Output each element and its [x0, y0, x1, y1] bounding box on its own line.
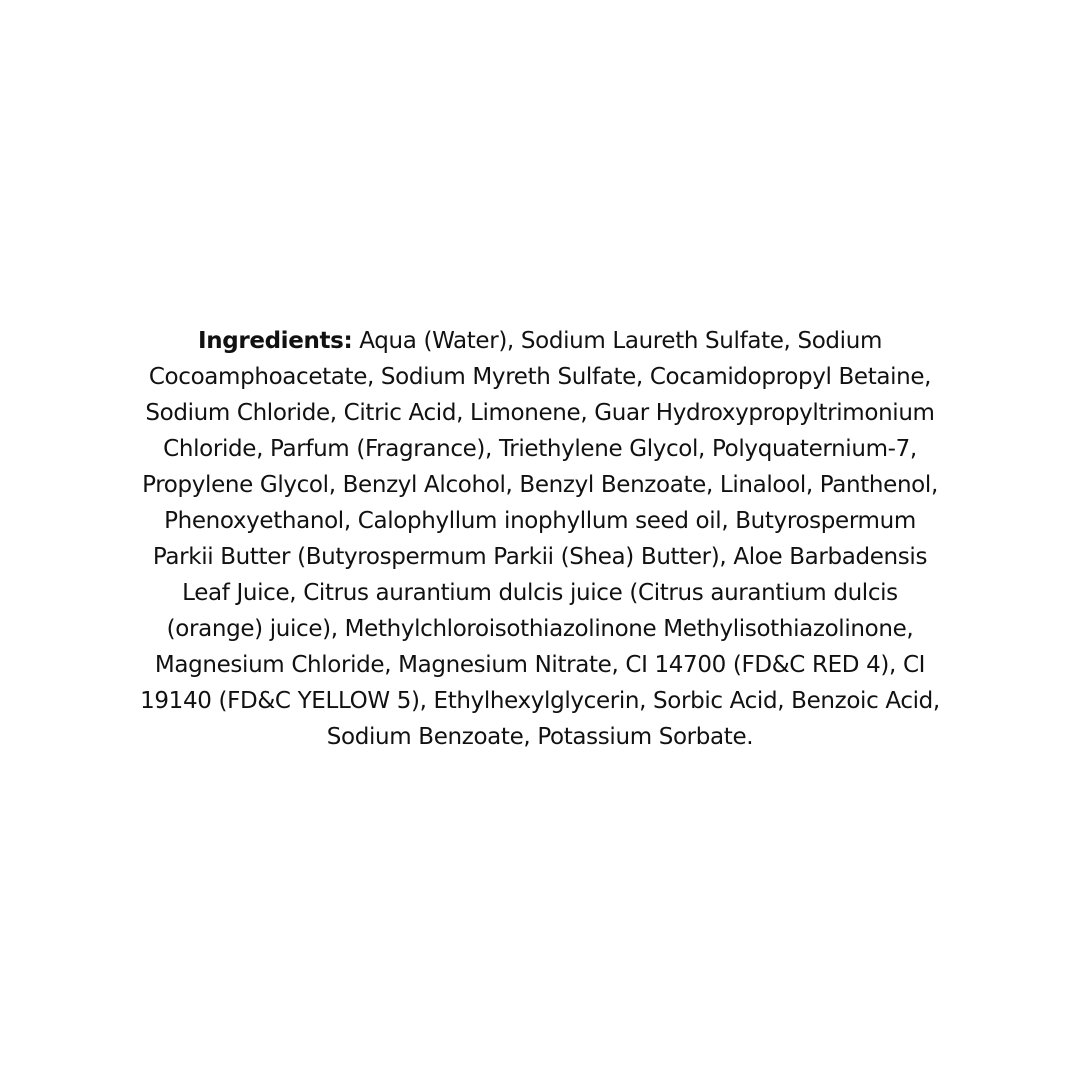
ingredients-line-12: Sodium Benzoate, Potassium Sorbate. — [326, 724, 754, 750]
ingredients-line-2: Cocoamphoacetate, Sodium Myreth Sulfate, Cocamidopropyl Betaine, — [148, 364, 932, 390]
ingredients-line-5: Propylene Glycol, Benzyl Alcohol, Benzyl Benzoate, Linalool, Panthenol, — [142, 472, 938, 498]
ingredients-line-8: Leaf Juice, Citrus aurantium dulcis juice (Citrus aurantium dulcis — [182, 580, 898, 606]
ingredients-line-4: Chloride, Parfum (Fragrance), Triethylene Glycol, Polyquaternium-7, — [163, 436, 917, 462]
ingredients-line-3: Sodium Chloride, Citric Acid, Limonene, Guar Hydroxypropyltrimonium — [145, 400, 935, 426]
ingredients-list — [100, 323, 980, 755]
ingredients-line-1 — [100, 323, 980, 359]
ingredients-text-1: Aqua (Water), Sodium Laureth Sulfate, Sodium — [352, 328, 882, 354]
ingredients-line-10: Magnesium Chloride, Magnesium Nitrate, CI 14700 (FD&C RED 4), CI — [154, 652, 926, 678]
ingredients-line-7: Parkii Butter (Butyrospermum Parkii (Shea) Butter), Aloe Barbadensis — [152, 544, 928, 570]
ingredients-line-9: (orange) juice), Methylchloroisothiazolinone Methylisothiazolinone, — [166, 616, 914, 642]
ingredients-label: Ingredients: — [197, 328, 353, 354]
ingredients-line-11: 19140 (FD&C YELLOW 5), Ethylhexylglycerin, Sorbic Acid, Benzoic Acid, — [140, 688, 940, 714]
ingredients-line-6: Phenoxyethanol, Calophyllum inophyllum seed oil, Butyrospermum — [164, 508, 916, 534]
